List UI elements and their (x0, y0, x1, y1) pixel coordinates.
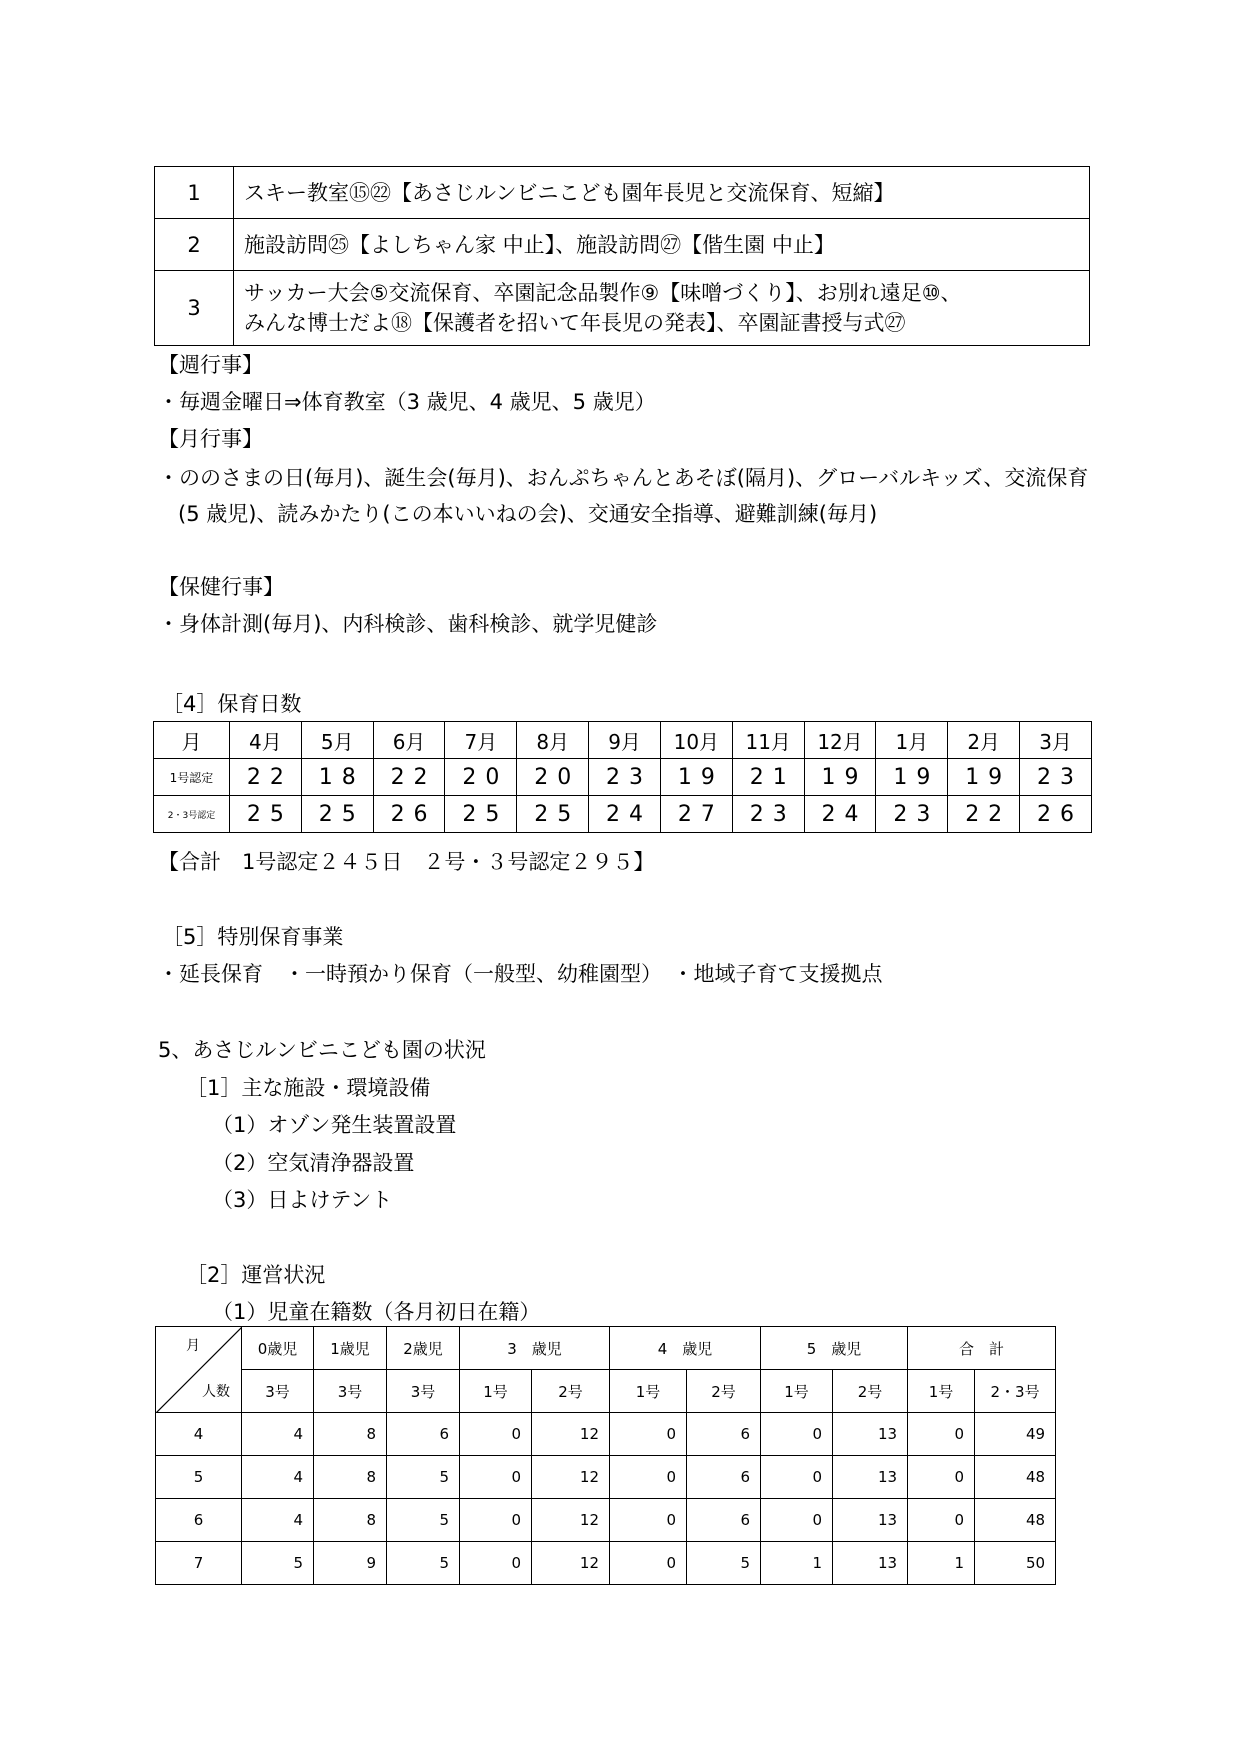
event-description (234, 167, 1090, 219)
days-value: 26 (1020, 796, 1092, 833)
days-value: 19 (948, 759, 1020, 796)
days-value: 25 (230, 796, 302, 833)
count-cell: 0 (908, 1456, 975, 1499)
event-line: 施設訪問㉕【よしちゃん家 中止】、施設訪問㉗【偕生園 中止】 (244, 232, 835, 257)
event-number: 3 (155, 271, 234, 346)
special-heading: ［5］特別保育事業 (162, 925, 344, 949)
days-value: 23 (876, 796, 948, 833)
days-value: 23 (1020, 759, 1092, 796)
days-value: 24 (589, 796, 661, 833)
days-value: 21 (732, 759, 804, 796)
count-cell: 4 (242, 1456, 314, 1499)
days-value: 19 (804, 759, 876, 796)
count-cell: 0 (610, 1456, 687, 1499)
event-line: みんな博士だよ⑱【保護者を招いて年長児の発表】、卒園証書授与式㉗ (244, 311, 906, 335)
events-row (155, 271, 1090, 346)
corner-month-label: 月 (186, 1338, 200, 1354)
count-cell: 13 (833, 1413, 908, 1456)
count-cell: 12 (532, 1499, 610, 1542)
count-cell: 0 (610, 1413, 687, 1456)
count-cell: 6 (387, 1413, 460, 1456)
count-cell: 9 (314, 1542, 387, 1585)
events-row (155, 167, 1090, 219)
days-value: 20 (517, 759, 589, 796)
days-value: 22 (948, 796, 1020, 833)
age-group-header: 1歳児 (314, 1327, 387, 1370)
event-number: 1 (155, 167, 234, 219)
days-value: 20 (445, 759, 517, 796)
age-group-header: 4 歳児 (610, 1327, 761, 1370)
count-cell: 5 (687, 1542, 761, 1585)
age-group-header: 3 歳児 (460, 1327, 610, 1370)
count-cell: 13 (833, 1456, 908, 1499)
days-value: 27 (660, 796, 732, 833)
count-cell: 0 (460, 1542, 532, 1585)
special-items: ・延長保育 ・一時預かり保育（一般型、幼稚園型） ・地域子育て支援拠点 (158, 962, 883, 986)
type-subheader: 3号 (314, 1370, 387, 1413)
month-header: 9月 (589, 722, 661, 759)
section5-heading: 5、あさじルンビニこども園の状況 (158, 1038, 486, 1062)
month-header: 3月 (1020, 722, 1092, 759)
facility-item: （2）空気清浄器設置 (212, 1151, 415, 1175)
weekly-item: ・毎週金曜日⇒体育教室（3 歳児、4 歳児、5 歳児） (158, 390, 656, 414)
count-cell: 12 (532, 1542, 610, 1585)
days-header-row (154, 722, 1092, 759)
count-cell: 0 (908, 1499, 975, 1542)
health-heading: 【保健行事】 (158, 575, 284, 599)
type-subheader: 2号 (532, 1370, 610, 1413)
count-cell: 1 (908, 1542, 975, 1585)
days-value: 19 (660, 759, 732, 796)
count-cell: 48 (975, 1499, 1056, 1542)
month-header: 8月 (517, 722, 589, 759)
monthly-heading: 【月行事】 (158, 427, 263, 451)
count-cell: 5 (387, 1499, 460, 1542)
type-subheader: 3号 (242, 1370, 314, 1413)
age-group-header: 5 歳児 (761, 1327, 908, 1370)
type-subheader: 1号 (460, 1370, 532, 1413)
age-group-header: 合 計 (908, 1327, 1056, 1370)
days-row-type1 (154, 759, 1092, 796)
month-header: 6月 (373, 722, 445, 759)
enrollment-subheader-row (156, 1370, 1056, 1413)
days-value: 22 (373, 759, 445, 796)
days-row-label: 2・3号認定 (154, 796, 230, 833)
age-group-header: 2歳児 (387, 1327, 460, 1370)
age-group-header: 0歳児 (242, 1327, 314, 1370)
row-month: 7 (156, 1542, 242, 1585)
days-row-type23 (154, 796, 1092, 833)
enrollment-row (156, 1413, 1056, 1456)
days-header-label: 月 (154, 722, 230, 759)
days-table (153, 721, 1092, 833)
section5-sub2: ［2］運営状況 (186, 1263, 326, 1287)
month-header: 1月 (876, 722, 948, 759)
count-cell: 5 (387, 1542, 460, 1585)
count-cell: 4 (242, 1499, 314, 1542)
enrollment-row (156, 1542, 1056, 1585)
enrollment-corner-cell (156, 1327, 242, 1413)
count-cell: 50 (975, 1542, 1056, 1585)
row-month: 6 (156, 1499, 242, 1542)
month-header: 10月 (660, 722, 732, 759)
enrollment-row (156, 1499, 1056, 1542)
type-subheader: 1号 (610, 1370, 687, 1413)
count-cell: 0 (460, 1499, 532, 1542)
section5-sub1: ［1］主な施設・環境設備 (186, 1076, 431, 1100)
event-description (234, 271, 1090, 346)
count-cell: 0 (908, 1413, 975, 1456)
enrollment-table (155, 1326, 1056, 1585)
row-month: 5 (156, 1456, 242, 1499)
count-cell: 49 (975, 1413, 1056, 1456)
count-cell: 4 (242, 1413, 314, 1456)
count-cell: 6 (687, 1499, 761, 1542)
count-cell: 0 (761, 1456, 833, 1499)
event-number: 2 (155, 219, 234, 271)
days-total: 【合計 1号認定２４５日 ２号・３号認定２９５】 (158, 850, 655, 874)
days-value: 22 (230, 759, 302, 796)
count-cell: 8 (314, 1499, 387, 1542)
days-value: 23 (732, 796, 804, 833)
count-cell: 0 (460, 1413, 532, 1456)
count-cell: 12 (532, 1413, 610, 1456)
month-header: 4月 (230, 722, 302, 759)
count-cell: 1 (761, 1542, 833, 1585)
count-cell: 12 (532, 1456, 610, 1499)
days-value: 25 (445, 796, 517, 833)
count-cell: 13 (833, 1499, 908, 1542)
count-cell: 6 (687, 1413, 761, 1456)
days-value: 26 (373, 796, 445, 833)
days-value: 23 (589, 759, 661, 796)
count-cell: 0 (761, 1499, 833, 1542)
facility-item: （1）オゾン発生装置設置 (212, 1113, 457, 1137)
count-cell: 5 (242, 1542, 314, 1585)
days-value: 25 (301, 796, 373, 833)
type-subheader: 2・3号 (975, 1370, 1056, 1413)
count-cell: 13 (833, 1542, 908, 1585)
days-value: 25 (517, 796, 589, 833)
weekly-heading: 【週行事】 (158, 353, 263, 377)
days-heading: ［4］保育日数 (162, 692, 302, 716)
days-value: 19 (876, 759, 948, 796)
row-month: 4 (156, 1413, 242, 1456)
enrollment-group-row (156, 1327, 1056, 1370)
event-description (234, 219, 1090, 271)
health-item: ・身体計測(毎月)、内科検診、歯科検診、就学児健診 (158, 612, 658, 636)
type-subheader: 1号 (761, 1370, 833, 1413)
count-cell: 0 (460, 1456, 532, 1499)
count-cell: 0 (610, 1499, 687, 1542)
month-header: 12月 (804, 722, 876, 759)
enrollment-row (156, 1456, 1056, 1499)
corner-count-label: 人数 (202, 1384, 230, 1400)
month-header: 7月 (445, 722, 517, 759)
days-value: 18 (301, 759, 373, 796)
facility-item: （3）日よけテント (212, 1188, 393, 1212)
event-line: スキー教室⑮㉒【あさじルンビニこども園年長児と交流保育、短縮】 (244, 180, 895, 205)
events-table (154, 166, 1090, 346)
days-value: 24 (804, 796, 876, 833)
count-cell: 0 (761, 1413, 833, 1456)
enrollment-title: （1）児童在籍数（各月初日在籍） (212, 1300, 541, 1324)
count-cell: 8 (314, 1456, 387, 1499)
days-row-label: 1号認定 (154, 759, 230, 796)
type-subheader: 3号 (387, 1370, 460, 1413)
type-subheader: 1号 (908, 1370, 975, 1413)
count-cell: 48 (975, 1456, 1056, 1499)
month-header: 11月 (732, 722, 804, 759)
month-header: 2月 (948, 722, 1020, 759)
month-header: 5月 (301, 722, 373, 759)
count-cell: 6 (687, 1456, 761, 1499)
events-row (155, 219, 1090, 271)
count-cell: 5 (387, 1456, 460, 1499)
count-cell: 8 (314, 1413, 387, 1456)
count-cell: 0 (610, 1542, 687, 1585)
type-subheader: 2号 (687, 1370, 761, 1413)
monthly-item: ・ののさまの日(毎月)、誕生会(毎月)、おんぷちゃんとあそぼ(隔月)、グローバルキッズ、交流保育(5 歳児)、読みかたり(この本いいねの会)、交通安全指導、避難訓練(毎月) (158, 466, 1089, 526)
event-line: サッカー大会⑤交流保育、卒園記念品製作⑨【味噌づくり】、お別れ遠足⑩、 (244, 281, 962, 305)
type-subheader: 2号 (833, 1370, 908, 1413)
